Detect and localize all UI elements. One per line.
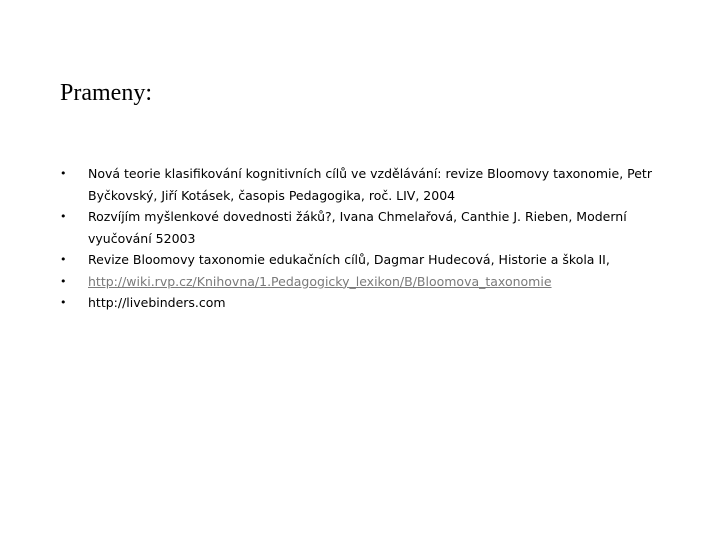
slide-title: Prameny: [60,80,152,106]
bullet-icon: • [60,210,67,223]
source-item [60,206,680,249]
source-text: Revize Bloomovy taxonomie edukačních cílů, Dagmar Hudecová, Historie a škola II, [88,252,610,267]
source-item [60,163,680,206]
source-text: Nová teorie klasifikování kognitivních cílů ve vzdělávání: revize Bloomovy taxonomie, Petr Byčkovský, Jiří Kotásek, časopis Pedagogika, roč. LIV, 2004 [88,166,652,203]
bullet-icon: • [60,167,67,180]
source-item [60,249,680,271]
source-text: http://livebinders.com [88,295,226,310]
source-text: Rozvíjím myšlenkové dovednosti žáků?, Ivana Chmelařová, Canthie J. Rieben, Moderní vyučování 52003 [88,209,627,246]
source-link[interactable]: http://wiki.rvp.cz/Knihovna/1.Pedagogicky_lexikon/B/Bloomova_taxonomie [88,273,552,289]
source-item [60,292,680,314]
sources-list [60,163,680,314]
bullet-icon: • [60,274,67,288]
bullet-icon: • [60,253,67,266]
bullet-icon: • [60,296,67,309]
source-item [60,271,680,293]
